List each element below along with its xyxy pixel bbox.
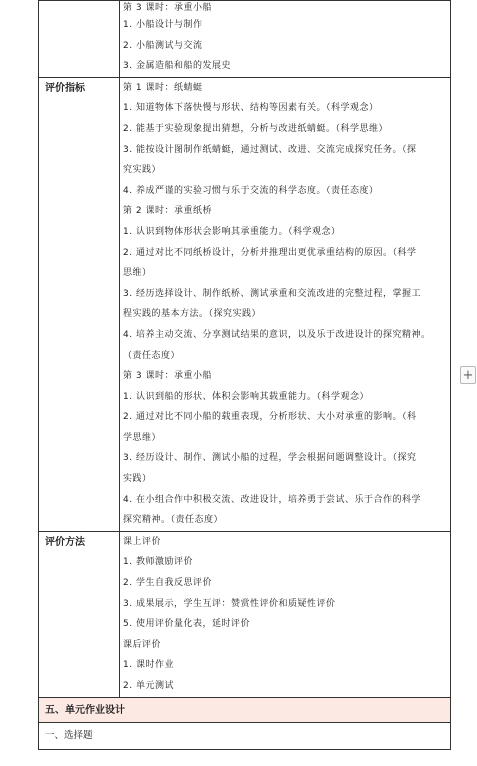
text-line: 学思维）: [123, 432, 162, 443]
text-line: 程实践的基本方法。（探究实践）: [123, 309, 262, 320]
text-line: 第 3 课时：承重小船: [123, 371, 212, 382]
text-line: 3. 金属造船和船的发展史: [123, 61, 231, 72]
text-line: 5. 使用评价量化表，延时评价: [123, 619, 250, 630]
indicators-lines: [123, 78, 447, 531]
text-line: 课上评价: [123, 536, 162, 547]
methods-lines: [123, 532, 447, 697]
text-line: 1. 认识到物体形状会影响其承重能力。（科学观念）: [123, 226, 341, 237]
text-line: 究实践）: [123, 165, 162, 176]
text-line: 2. 通过对比不同小船的载重表现，分析形状、大小对承重的影响。（科: [123, 412, 417, 423]
section-header-row: [39, 697, 451, 722]
methods-cell: [120, 531, 451, 697]
choice-title: 一、选择题: [39, 722, 451, 749]
text-line: 实践）: [123, 474, 152, 485]
choice-row: [39, 722, 451, 749]
add-row-button[interactable]: +: [460, 366, 476, 384]
text-line: 探究精神。（责任态度）: [123, 515, 224, 526]
methods-label: 评价方法: [39, 531, 120, 697]
text-line: 4. 培养主动交流、分享测试结果的意识，以及乐于改进设计的探究精神。: [123, 329, 431, 340]
text-line: （责任态度）: [123, 350, 181, 361]
text-line: 1. 认识到船的形状、体积会影响其载重能力。（科学观念）: [123, 391, 369, 402]
text-line: 思维）: [123, 268, 152, 279]
text-line: 4. 养成严谨的实验习惯与乐于交流的科学态度。（责任态度）: [123, 185, 379, 196]
text-line: 2. 学生自我反思评价: [123, 578, 212, 589]
text-line: 2. 能基于实验现象提出猜想，分析与改进纸蜻蜓。（科学思维）: [123, 123, 388, 134]
text-line: 3. 经历设计、制作、测试小船的过程，学会根据问题调整设计。（探究: [123, 453, 417, 464]
row-label-empty: [39, 1, 120, 78]
text-line: 1. 教师激励评价: [123, 557, 193, 568]
text-line: 2. 通过对比不同纸桥设计，分析并推理出更优承重结构的原因。（科学: [123, 247, 417, 258]
section-title: 五、单元作业设计: [39, 697, 451, 722]
text-line: 第 3 课时：承重小船: [123, 3, 212, 13]
text-line: 3. 经历选择设计、制作纸桥、测试承重和交流改进的完整过程，掌握工: [123, 288, 421, 299]
lesson3-plan-cell: [120, 1, 451, 78]
text-line: 3. 成果展示，学生互评：赞赏性评价和质疑性评价: [123, 598, 336, 609]
indicators-label: 评价指标: [39, 77, 120, 531]
text-line: 1. 小船设计与制作: [123, 20, 203, 30]
text-line: 课后评价: [123, 639, 162, 650]
text-line: 1. 课时作业: [123, 660, 174, 671]
text-line: 1. 知道物体下落快慢与形状、结构等因素有关。（科学观念）: [123, 103, 379, 114]
text-line: 第 1 课时：纸蜻蜓: [123, 82, 203, 93]
text-line: 2. 小船测试与交流: [123, 40, 203, 51]
methods-row: [39, 531, 451, 697]
text-line: 2. 单元测试: [123, 681, 174, 691]
indicators-cell: [120, 77, 451, 531]
unit-design-table: [38, 0, 451, 750]
text-line: 第 2 课时：承重纸桥: [123, 206, 212, 217]
lesson3-plan-lines: [123, 1, 447, 77]
text-line: 3. 能按设计图制作纸蜻蜓，通过测试、改进、交流完成探究任务。（探: [123, 144, 417, 155]
indicators-row: [39, 77, 451, 531]
lesson3-plan-row: [39, 1, 451, 78]
text-line: 4. 在小组合作中积极交流、改进设计，培养勇于尝试、乐于合作的科学: [123, 494, 421, 505]
